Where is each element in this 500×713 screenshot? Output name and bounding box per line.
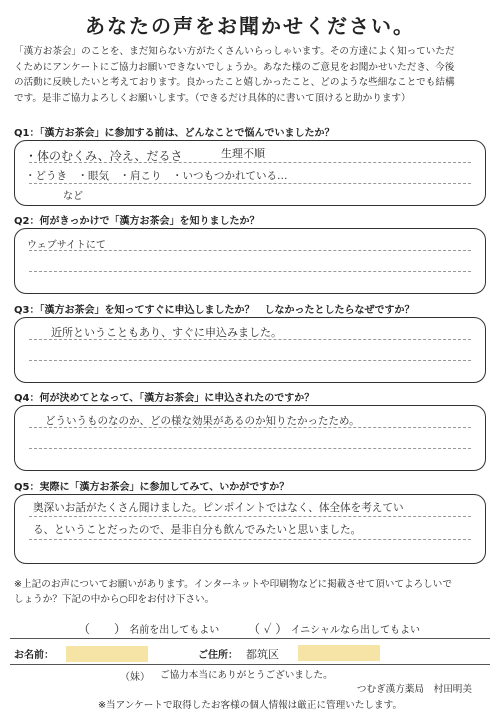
name-label: お名前： — [14, 650, 54, 661]
question-4-label: Q4：何が決めてとなって、「漢方お茶会」に申込されたのですか？ — [14, 393, 315, 404]
answer-text: ウェブサイトにて — [27, 240, 106, 251]
consent-note — [14, 577, 488, 607]
answer-text: どういうものなのか、どの様な効果があるのか知りたかったため。 — [45, 415, 360, 427]
answer-text: ・体のむくみ、冷え、だるさ — [25, 149, 183, 163]
answer-text: 近所ということもあり、すぐに申込みました。 — [51, 326, 282, 339]
question-3-label: Q3：「漢方お茶会」を知ってすぐに申込しましたか？ しなかったとしたらなぜですか？ — [14, 305, 415, 316]
intro-line: の活動に反映したいと考えております。良かったこと嬉しかったこと、どのような些細なことでも結構 — [14, 77, 455, 88]
answer-rule — [29, 183, 471, 184]
answer-box-1 — [14, 140, 486, 206]
answer-text: 奥深いお話がたくさん聞けました。ピンポイントではなく、体全体を考えてい — [33, 502, 404, 514]
intro-line: 「漢方お茶会」のことを、まだ知らない方がたくさんいらっしゃいます。その方達によく知っていただ — [14, 46, 455, 57]
intro-line: です。是非ご協力よろしくお願いします。（できるだけ具体的に書いて頂けると助かります） — [14, 92, 411, 104]
answer-box-3 — [14, 317, 486, 383]
answer-box-5 — [14, 494, 486, 564]
thanks-text: ご協力本当にありがとうございました。 — [160, 670, 333, 681]
signature: つむぎ漢方薬局 村田明美 — [356, 684, 472, 695]
address-label: ご住所： — [198, 650, 238, 661]
option-mark: （ ） — [78, 622, 127, 636]
answer-text: 生理不順 — [221, 147, 265, 160]
consent-note-line: ※上記のお声についてお願いがあります。インターネットや印刷物などに掲載させて頂いてよろしいで — [14, 579, 452, 590]
option-mark: （ ✓ ） — [248, 622, 288, 636]
address-redaction — [298, 645, 380, 661]
answer-rule — [29, 448, 471, 449]
answer-text: など — [63, 191, 83, 202]
answer-box-4 — [14, 405, 486, 471]
option-initial-ok[interactable] — [248, 620, 420, 637]
answer-rule — [29, 516, 471, 517]
option-name-ok[interactable] — [78, 620, 219, 637]
intro-text — [14, 44, 488, 106]
answer-rule — [29, 271, 471, 272]
answer-rule — [29, 539, 471, 540]
consent-note-line: しょうか？下記の中から○印をお付け下さい。 — [14, 594, 215, 605]
form-divider — [10, 664, 490, 665]
privacy-note: ※当アンケートで取得したお客様の個人情報は厳正に管理いたします。 — [97, 700, 403, 711]
question-1-label: Q1：「漢方お茶会」に参加する前は、どんなことで悩んでいましたか？ — [14, 128, 335, 139]
intro-line: くためにアンケートにご協力お願いできないでしょうか。あなた様のご意見をお聞かせいただき、今後 — [14, 61, 455, 73]
page-title: あなたの声をお聞かせください。 — [85, 14, 415, 38]
question-2-label: Q2：何がきっかけで「漢方お茶会」を知りましたか？ — [14, 216, 260, 227]
question-5-label: Q5：実際に「漢方お茶会」に参加してみて、いかがですか？ — [14, 482, 290, 493]
answer-box-2 — [14, 228, 486, 294]
form-divider — [10, 638, 490, 639]
relation-note: （妹） — [120, 672, 150, 683]
option-label: イニシャルなら出してもよい — [290, 625, 420, 636]
answer-rule — [29, 360, 471, 361]
answer-text: ・どうき ・眼気 ・肩こり ・いつもつかれている… — [25, 170, 288, 182]
address-value: 都筑区 — [246, 648, 279, 661]
answer-text: る、ということだったので、是非自分も飲んでみたいと思いました。 — [33, 524, 362, 536]
name-redaction — [66, 646, 148, 662]
option-label: 名前を出してもよい — [129, 625, 220, 636]
